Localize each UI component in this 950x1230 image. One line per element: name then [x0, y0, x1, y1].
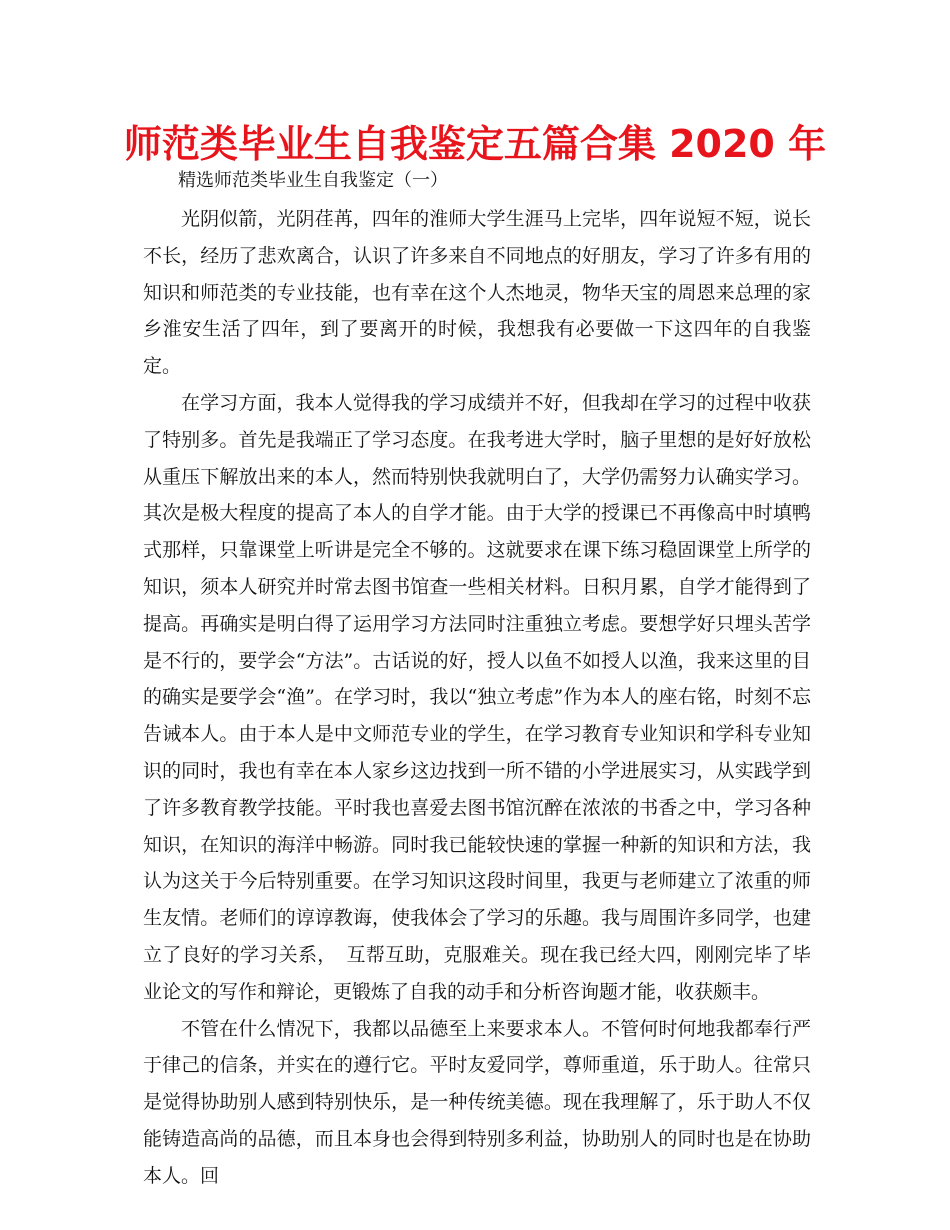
paragraph-3: 不管在什么情况下，我都以品德至上来要求本人。不管何时何地我都奉行严于律己的信条，并实在的遵行它。平时友爱同学，尊师重道，乐于助人。往常只是觉得协助别人感到特别快乐，是一种传统美德。现在我理解了，乐于助人不仅能铸造高尚的品德，而且本身也会得到特别多利益，协助别人的同时也是在协助本人。回: [143, 1017, 811, 1187]
section-subtitle: 精选师范类毕业生自我鉴定（一）: [178, 170, 448, 191]
document-title: 师范类毕业生自我鉴定五篇合集 2020 年: [123, 122, 827, 166]
paragraph-2: 在学习方面，我本人觉得我的学习成绩并不好，但我却在学习的过程中收获了特别多。首先是我端正了学习态度。在我考进大学时，脑子里想的是好好放松从重压下解放出来的本人，然而特别快我就明白了，大学仍需努力认确实学习。其次是极大程度的提高了本人的自学才能。由于大学的授课已不再像高中时填鸭式那样，只靠课堂上听讲是完全不够的。这就要求在课下练习稳固课堂上所学的知识，须本人研究并时常去图书馆查一些相关材料。日积月累，自学才能得到了提高。再确实是明白得了运用学习方法同时注重独立考虑。要想学好只埋头苦学是不行的，要学会“方法”。古话说的好，授人以鱼不如授人以渔，我来这里的目的确实是要学会“渔”。在学习时，我以“独立考虑”作为本人的座右铭，时刻不忘告诫本人。由于本人是中文师范专业的学生，在学习教育专业知识和学科专业知识的同时，我也有幸在本人家乡这边找到一所不错的小学进展实习，从实践学到了许多教育教学技能。平时我也喜爱去图书馆沉醉在浓浓的书香之中，学习各种知识，在知识的海洋中畅游。同时我已能较快速的掌握一种新的知识和方法，我认为这关于今后特别重要。在学习知识这段时间里，我更与老师建立了浓重的师生友情。老师们的谆谆教诲，使我体会了学习的乐趣。我与周围许多同学，也建立了良好的学习关系， 互帮互助，克服难关。现在我已经大四，刚刚完毕了毕业论文的写作和辩论，更锻炼了自我的动手和分析咨询题才能，收获颇丰。: [143, 391, 811, 1003]
paragraph-1: 光阴似箭，光阴荏苒，四年的淮师大学生涯马上完毕，四年说短不短，说长不长，经历了悲欢离合，认识了许多来自不同地点的好朋友，学习了许多有用的知识和师范类的专业技能，也有幸在这个人杰地灵，物华天宝的周恩来总理的家乡淮安生活了四年，到了要离开的时候，我想我有必要做一下这四年的自我鉴定。: [143, 208, 811, 378]
document-body: [143, 201, 811, 1195]
